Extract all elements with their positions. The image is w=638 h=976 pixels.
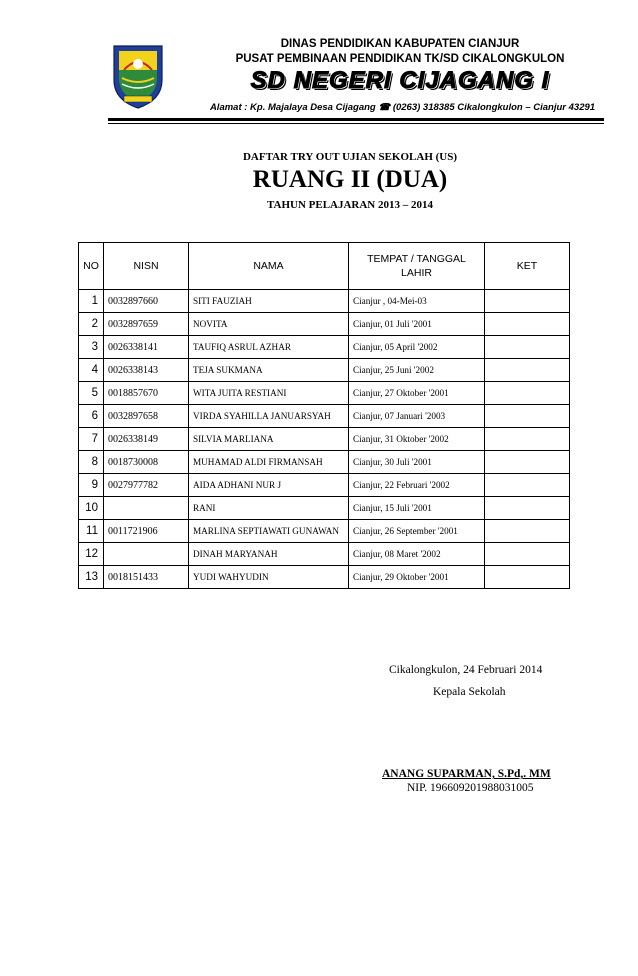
cell-ket [485, 474, 570, 497]
cell-nisn: 0032897658 [104, 405, 189, 428]
cell-ket [485, 405, 570, 428]
cell-nama: VIRDA SYAHILLA JANUARSYAH [189, 405, 349, 428]
col-header-ket: KET [485, 243, 570, 290]
table-row [79, 566, 570, 589]
header-divider-thin [108, 123, 604, 124]
cell-nisn: 0026338149 [104, 428, 189, 451]
table-row [79, 313, 570, 336]
cell-nama: MUHAMAD ALDI FIRMANSAH [189, 451, 349, 474]
header-agency: DINAS PENDIDIKAN KABUPATEN CIANJUR [280, 38, 520, 50]
cell-no: 6 [79, 405, 104, 428]
cell-nama: SILVIA MARLIANA [189, 428, 349, 451]
cell-ttl: Cianjur, 30 Juli '2001 [349, 451, 485, 474]
cell-ket [485, 566, 570, 589]
cell-nisn: 0011721906 [104, 520, 189, 543]
cell-ttl: Cianjur, 15 Juli '2001 [349, 497, 485, 520]
cell-ket [485, 382, 570, 405]
cell-no: 5 [79, 382, 104, 405]
cell-ttl: Cianjur, 07 Januari '2003 [349, 405, 485, 428]
room-title: RUANG II (DUA) [252, 166, 448, 193]
cell-ttl: Cianjur , 04-Mei-03 [349, 290, 485, 313]
cell-nama: DINAH MARYANAH [189, 543, 349, 566]
header-divider-thick [108, 118, 604, 121]
cell-nisn: 0018730008 [104, 451, 189, 474]
cell-ttl: Cianjur, 08 Maret '2002 [349, 543, 485, 566]
table-row [79, 543, 570, 566]
cell-nama: TEJA SUKMANA [189, 359, 349, 382]
signature-position: Kepala Sekolah [433, 686, 506, 698]
cell-nama: AIDA ADHANI NUR J [189, 474, 349, 497]
cell-nama: YUDI WAHYUDIN [189, 566, 349, 589]
table-row [79, 428, 570, 451]
cell-ttl: Cianjur, 01 Juli '2001 [349, 313, 485, 336]
cell-ttl: Cianjur, 29 Oktober '2001 [349, 566, 485, 589]
cell-ttl: Cianjur, 31 Oktober '2002 [349, 428, 485, 451]
cell-nisn: 0026338141 [104, 336, 189, 359]
cell-ttl: Cianjur, 05 April '2002 [349, 336, 485, 359]
cell-nisn: 0032897659 [104, 313, 189, 336]
cell-ttl: Cianjur, 27 Oktober '2001 [349, 382, 485, 405]
cell-ket [485, 543, 570, 566]
table-row [79, 382, 570, 405]
cell-nama: NOVITA [189, 313, 349, 336]
cell-ket [485, 497, 570, 520]
col-header-nama: NAMA [189, 243, 349, 290]
cell-ttl: Cianjur, 26 September '2001 [349, 520, 485, 543]
header-address: Alamat : Kp. Majalaya Desa Cijagang ☎ (0263) 318385 Cikalongkulon – Cianjur 43291 [209, 102, 596, 113]
table-row [79, 405, 570, 428]
cell-nisn [104, 543, 189, 566]
cell-no: 8 [79, 451, 104, 474]
cell-no: 9 [79, 474, 104, 497]
cell-nama: WITA JUITA RESTIANI [189, 382, 349, 405]
table-row [79, 290, 570, 313]
student-table [78, 242, 570, 589]
cell-no: 3 [79, 336, 104, 359]
signature-nip: NIP. 196609201988031005 [407, 782, 534, 794]
cell-ket [485, 336, 570, 359]
cell-nisn: 0018151433 [104, 566, 189, 589]
table-row [79, 336, 570, 359]
academic-year: TAHUN PELAJARAN 2013 – 2014 [266, 199, 434, 211]
cell-no: 12 [79, 543, 104, 566]
regency-emblem-logo [110, 40, 166, 110]
cell-ttl: Cianjur, 25 Juni '2002 [349, 359, 485, 382]
cell-no: 7 [79, 428, 104, 451]
cell-nisn [104, 497, 189, 520]
signature-place-date: Cikalongkulon, 24 Februari 2014 [389, 664, 543, 676]
cell-no: 10 [79, 497, 104, 520]
cell-ket [485, 313, 570, 336]
table-header-row [79, 243, 570, 290]
cell-ket [485, 451, 570, 474]
table-row [79, 451, 570, 474]
cell-ket [485, 290, 570, 313]
cell-nama: MARLINA SEPTIAWATI GUNAWAN [189, 520, 349, 543]
cell-ttl: Cianjur, 22 Februari '2002 [349, 474, 485, 497]
table-row [79, 474, 570, 497]
cell-nisn: 0027977782 [104, 474, 189, 497]
cell-no: 2 [79, 313, 104, 336]
header-center: PUSAT PEMBINAAN PENDIDIKAN TK/SD CIKALONGKULON [235, 53, 565, 65]
cell-ket [485, 359, 570, 382]
table-row [79, 497, 570, 520]
cell-nama: TAUFIQ ASRUL AZHAR [189, 336, 349, 359]
cell-no: 11 [79, 520, 104, 543]
col-header-no: NO [79, 243, 104, 290]
document-title: DAFTAR TRY OUT UJIAN SEKOLAH (US) [242, 151, 458, 163]
cell-no: 1 [79, 290, 104, 313]
cell-nama: RANI [189, 497, 349, 520]
cell-ket [485, 428, 570, 451]
cell-ket [485, 520, 570, 543]
cell-no: 4 [79, 359, 104, 382]
table-row [79, 359, 570, 382]
signature-name: ANANG SUPARMAN, S.Pd,. MM [382, 768, 551, 780]
cell-no: 13 [79, 566, 104, 589]
cell-nisn: 0018857670 [104, 382, 189, 405]
cell-nisn: 0032897660 [104, 290, 189, 313]
cell-nisn: 0026338143 [104, 359, 189, 382]
col-header-nisn: NISN [104, 243, 189, 290]
col-header-ttl: TEMPAT / TANGGAL LAHIR [349, 243, 485, 290]
header-school-name: SD NEGERI CIJAGANG I [250, 67, 550, 94]
cell-nama: SITI FAUZIAH [189, 290, 349, 313]
table-row [79, 520, 570, 543]
